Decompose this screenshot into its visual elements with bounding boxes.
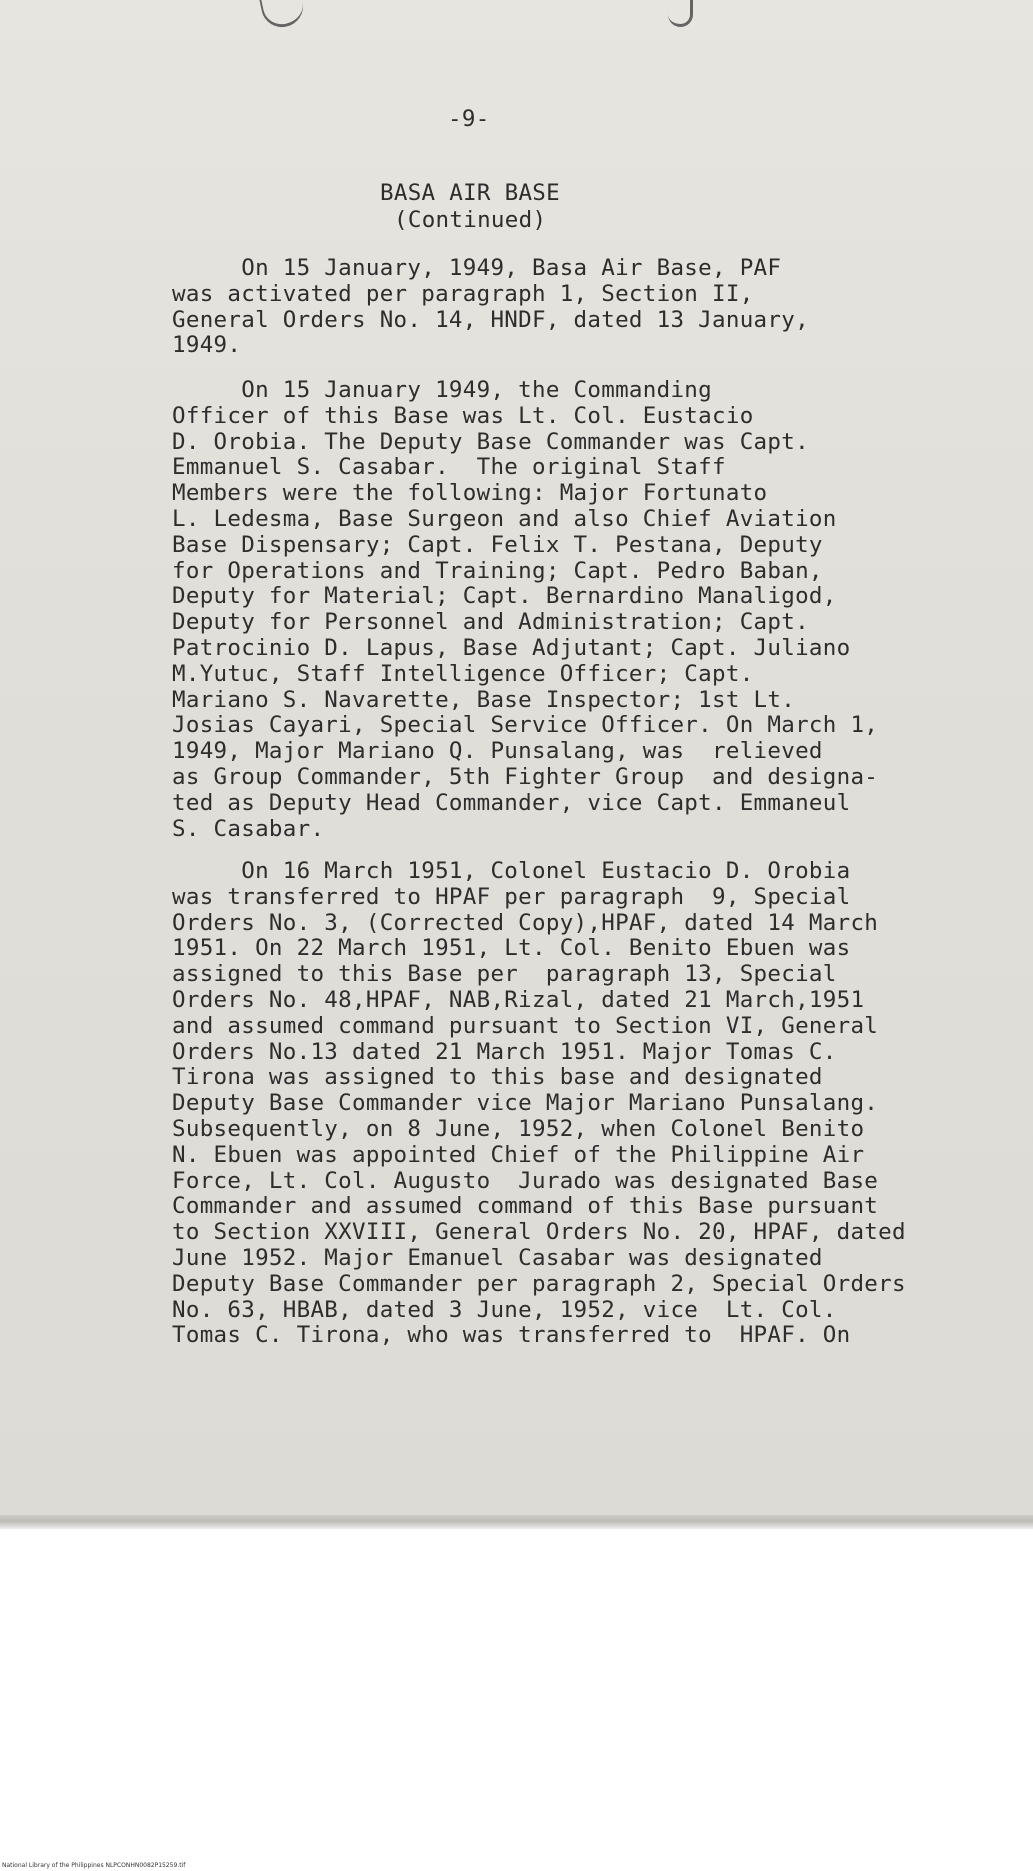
paragraph-original-staff (172, 378, 878, 842)
text-line: General Orders No. 14, HNDF, dated 13 January, (172, 306, 809, 333)
binder-hole-mark-right (668, 0, 693, 27)
text-line: Deputy for Material; Capt. Bernardino Manaligod, (172, 583, 837, 610)
text-line: 1949, Major Mariano Q. Punsalang, was relieved (172, 738, 823, 765)
text-line: Deputy Base Commander vice Major Mariano Punsalang. (172, 1090, 879, 1117)
text-line: N. Ebuen was appointed Chief of the Philippine Air (172, 1141, 865, 1168)
text-line: 1949. (172, 332, 242, 359)
binder-hole-mark-left (259, 0, 307, 31)
text-line: On 15 January 1949, the Commanding (172, 377, 712, 403)
text-line: On 15 January, 1949, Basa Air Base, PAF (172, 255, 782, 281)
text-line: Deputy for Personnel and Administration; Capt. (172, 609, 809, 636)
text-line: On 16 March 1951, Colonel Eustacio D. Orobia (172, 858, 851, 884)
paragraph-activation (172, 256, 809, 359)
scan-footer-caption: National Library of the Philippines NLPCONHN0082P15259.tif (2, 1862, 186, 1869)
text-line: 1951. On 22 March 1951, Lt. Col. Benito Ebuen was (172, 935, 851, 962)
text-line: and assumed command pursuant to Section VI, General (172, 1012, 879, 1039)
text-line: to Section XXVIII, General Orders No. 20, HPAF, dated (172, 1219, 906, 1246)
text-line: Orders No. 3, (Corrected Copy),HPAF, dated 14 March (172, 909, 879, 936)
text-line: as Group Commander, 5th Fighter Group and designa- (172, 763, 879, 790)
text-line: D. Orobia. The Deputy Base Commander was Capt. (172, 428, 809, 455)
text-line: No. 63, HBAB, dated 3 June, 1952, vice Lt. Col. (172, 1296, 837, 1323)
text-line: was activated per paragraph 1, Section II, (172, 280, 754, 307)
text-line: Tirona was assigned to this base and designated (172, 1064, 823, 1091)
text-line: Emmanuel S. Casabar. The original Staff (172, 454, 726, 481)
text-line: Tomas C. Tirona, who was transferred to HPAF. On (172, 1322, 851, 1349)
text-line: Force, Lt. Col. Augusto Jurado was designated Base (172, 1167, 879, 1194)
text-line: Deputy Base Commander per paragraph 2, Special Orders (172, 1270, 906, 1297)
text-line: for Operations and Training; Capt. Pedro Baban, (172, 557, 823, 584)
text-line: Subsequently, on 8 June, 1952, when Colonel Benito (172, 1115, 865, 1142)
paper-bottom-edge (0, 1515, 1033, 1529)
text-line: Orders No. 48,HPAF, NAB,Rizal, dated 21 March,1951 (172, 986, 865, 1013)
text-line: Members were the following: Major Fortunato (172, 480, 768, 507)
text-line: Orders No.13 dated 21 March 1951. Major Tomas C. (172, 1038, 837, 1065)
text-line: Mariano S. Navarette, Base Inspector; 1st Lt. (172, 686, 796, 713)
text-line: was transferred to HPAF per paragraph 9, Special (172, 883, 851, 910)
text-line: Patrocinio D. Lapus, Base Adjutant; Capt. Juliano (172, 634, 851, 661)
paragraph-command-changes (172, 859, 906, 1349)
text-line: S. Casabar. (172, 815, 325, 842)
text-line: June 1952. Major Emanuel Casabar was designated (172, 1244, 823, 1271)
text-line: assigned to this Base per paragraph 13, Special (172, 961, 837, 988)
text-line: M.Yutuc, Staff Intelligence Officer; Capt. (172, 660, 754, 687)
text-line: Commander and assumed command of this Base pursuant (172, 1193, 879, 1220)
text-line: L. Ledesma, Base Surgeon and also Chief Aviation (172, 505, 837, 532)
document-subtitle: (Continued) (394, 207, 547, 233)
text-line: Josias Cayari, Special Service Officer. On March 1, (172, 712, 879, 739)
text-line: Base Dispensary; Capt. Felix T. Pestana, Deputy (172, 531, 823, 558)
text-line: ted as Deputy Head Commander, vice Capt. Emmaneul (172, 789, 851, 816)
page-number: -9- (448, 106, 490, 132)
document-title: BASA AIR BASE (380, 180, 560, 206)
text-line: Officer of this Base was Lt. Col. Eustacio (172, 402, 754, 429)
